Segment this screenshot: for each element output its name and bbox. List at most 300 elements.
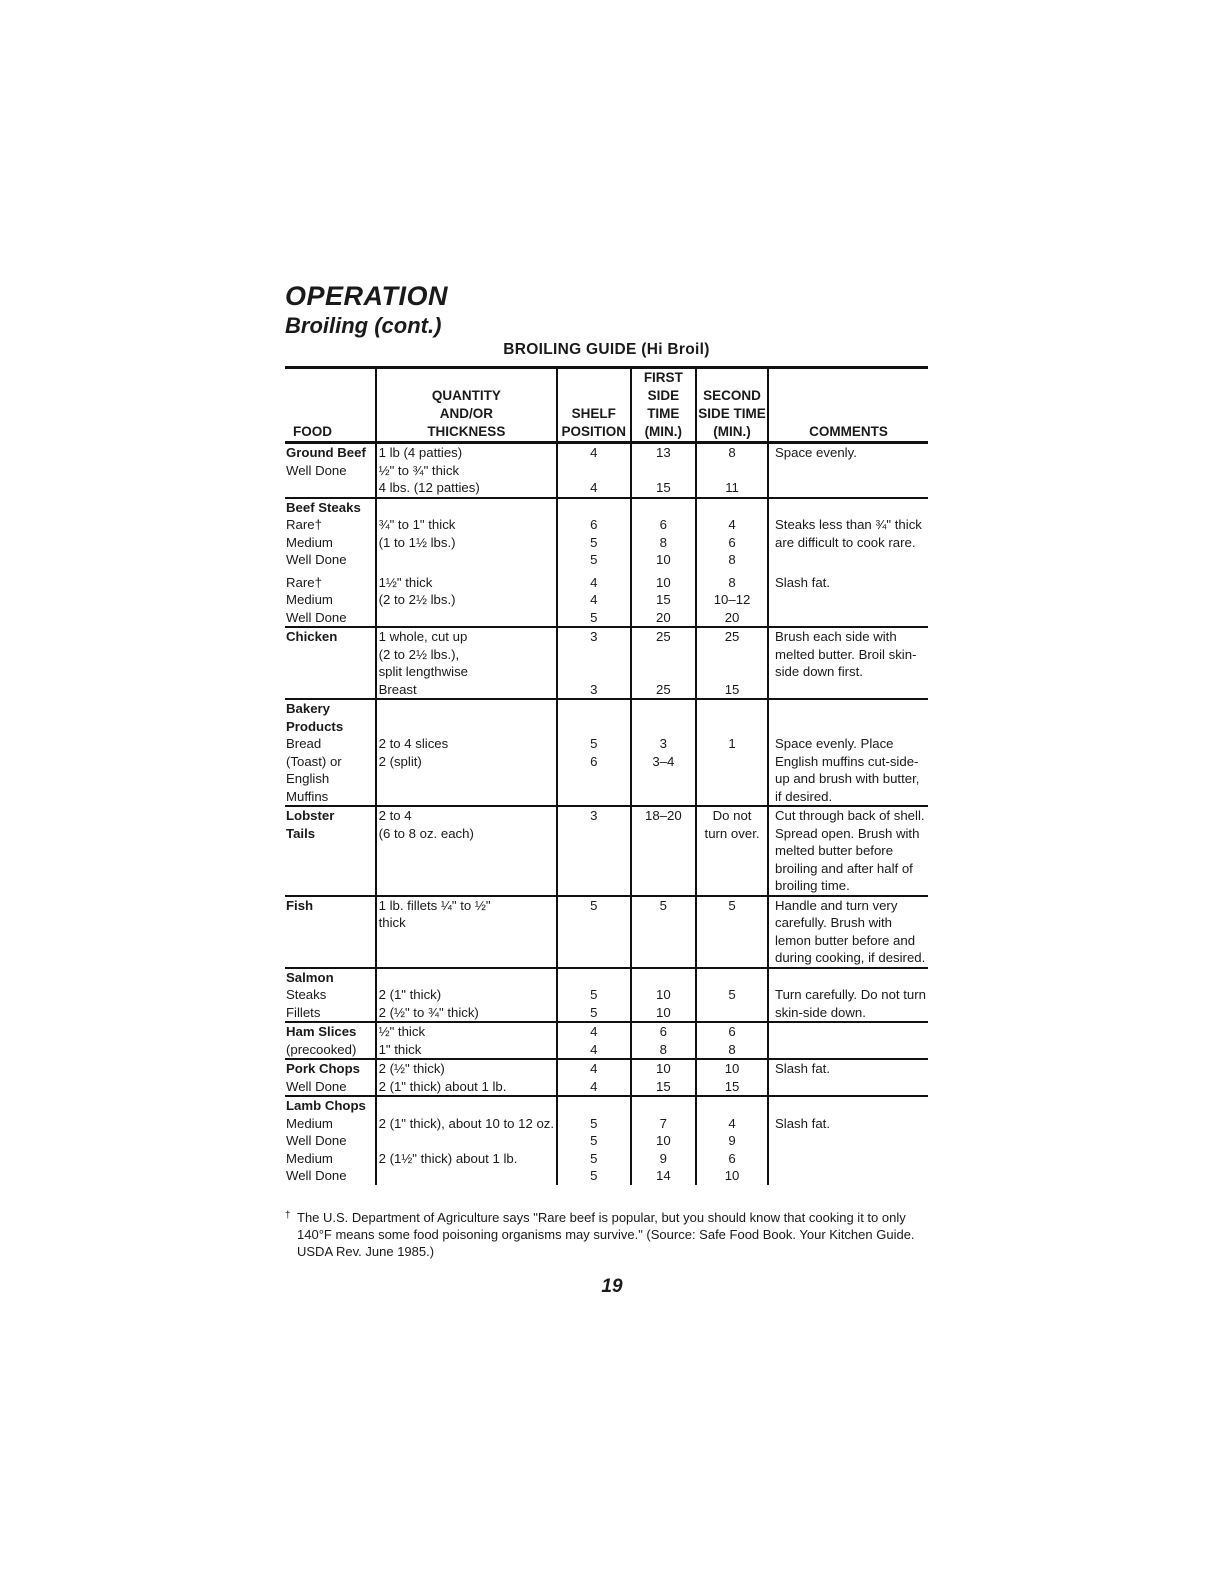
food-cell: Products <box>286 718 344 734</box>
food-cell: Muffins <box>286 788 329 804</box>
food-cell <box>285 479 376 498</box>
food-cell <box>285 681 376 700</box>
comment-cell <box>768 718 928 736</box>
first-side-cell: 5 <box>631 896 697 915</box>
first-side-cell: 10 <box>631 551 697 569</box>
second-side-cell: 5 <box>696 986 768 1004</box>
food-group <box>285 443 928 498</box>
first-side-cell <box>631 949 697 968</box>
second-side-cell: turn over. <box>696 825 768 843</box>
shelf-cell <box>557 860 630 878</box>
quantity-cell <box>376 1132 558 1150</box>
comment-cell: skin-side down. <box>768 1004 928 1023</box>
second-side-cell <box>696 646 768 664</box>
shelf-cell: 5 <box>557 534 630 552</box>
table-row <box>285 968 928 987</box>
second-side-cell <box>696 699 768 718</box>
second-side-cell: 10 <box>696 1059 768 1078</box>
guide-title: BROILING GUIDE (Hi Broil) <box>503 341 710 358</box>
food-group <box>285 498 928 628</box>
shelf-cell <box>557 842 630 860</box>
quantity-cell: thick <box>376 914 558 932</box>
comment-cell <box>768 609 928 628</box>
quantity-cell: 2 to 4 <box>376 806 558 825</box>
quantity-cell <box>376 498 558 517</box>
quantity-cell: 2 (1" thick), about 10 to 12 oz. <box>376 1115 558 1133</box>
food-cell: Salmon <box>286 969 334 985</box>
table-header-row <box>285 368 928 443</box>
comment-cell: are difficult to cook rare. <box>768 534 928 552</box>
shelf-cell: 4 <box>557 574 630 592</box>
quantity-cell <box>376 968 558 987</box>
food-cell <box>285 860 376 878</box>
second-side-cell: 8 <box>696 443 768 462</box>
table-row <box>285 646 928 664</box>
quantity-cell <box>376 1167 558 1185</box>
first-side-cell: 20 <box>631 609 697 628</box>
second-side-cell <box>696 788 768 807</box>
first-side-cell <box>631 646 697 664</box>
shelf-cell <box>557 646 630 664</box>
second-side-cell: 6 <box>696 1150 768 1168</box>
second-side-cell: 4 <box>696 516 768 534</box>
page-number: 19 <box>601 1276 623 1297</box>
table-row <box>285 1078 928 1097</box>
second-side-cell <box>696 968 768 987</box>
food-cell: Bread <box>286 736 322 751</box>
second-side-cell <box>696 770 768 788</box>
comment-cell <box>768 551 928 569</box>
first-side-cell <box>631 877 697 896</box>
second-side-cell: 8 <box>696 574 768 592</box>
shelf-cell <box>557 932 630 950</box>
second-side-cell: 5 <box>696 896 768 915</box>
second-side-cell <box>696 932 768 950</box>
shelf-cell <box>557 877 630 896</box>
quantity-cell <box>376 609 558 628</box>
shelf-cell: 4 <box>557 479 630 498</box>
footnote-marker: † <box>285 1210 291 1221</box>
table-row <box>285 770 928 788</box>
comment-cell <box>768 681 928 700</box>
first-side-cell <box>631 663 697 681</box>
shelf-cell: 3 <box>557 627 630 646</box>
comment-cell <box>768 1078 928 1097</box>
food-cell: Well Done <box>286 609 347 625</box>
table-row <box>285 551 928 569</box>
quantity-cell: 1 lb. fillets ¼" to ½" <box>376 896 558 915</box>
comment-cell: melted butter. Broil skin- <box>768 646 928 664</box>
food-cell <box>285 646 376 664</box>
table-row <box>285 1059 928 1078</box>
table-row <box>285 1004 928 1023</box>
second-side-cell <box>696 462 768 480</box>
food-group <box>285 1059 928 1096</box>
food-cell: Medium <box>286 534 333 550</box>
first-side-cell: 10 <box>631 1059 697 1078</box>
table-row <box>285 1096 928 1115</box>
quantity-cell: ½" to ¾" thick <box>376 462 558 480</box>
food-cell: (Toast) or <box>286 753 342 769</box>
food-cell: Rare† <box>286 574 322 590</box>
shelf-cell: 4 <box>557 443 630 462</box>
first-side-cell <box>631 770 697 788</box>
second-side-cell <box>696 860 768 878</box>
table-row <box>285 699 928 718</box>
first-side-cell: 15 <box>631 479 697 498</box>
food-cell: Fish <box>286 897 314 913</box>
food-cell: Rare† <box>286 517 322 532</box>
second-side-cell <box>696 1096 768 1115</box>
table-row <box>285 1041 928 1060</box>
second-side-cell: 1 <box>696 735 768 753</box>
shelf-cell: 6 <box>557 753 630 771</box>
subsection-title: Broiling (cont.) <box>285 313 442 338</box>
table-row <box>285 574 928 592</box>
section-title: OPERATION <box>285 281 449 311</box>
food-cell: Lamb Chops <box>286 1098 366 1113</box>
shelf-cell: 5 <box>557 986 630 1004</box>
food-cell: Lobster <box>286 808 335 823</box>
table-row <box>285 609 928 628</box>
table-row <box>285 788 928 807</box>
first-side-cell: 15 <box>631 1078 697 1097</box>
comment-cell <box>768 479 928 498</box>
quantity-cell <box>376 718 558 736</box>
comment-cell <box>768 1041 928 1060</box>
first-side-cell: 25 <box>631 627 697 646</box>
first-side-cell: 8 <box>631 534 697 552</box>
food-cell <box>285 914 376 932</box>
first-side-cell: 10 <box>631 1004 697 1023</box>
food-cell <box>285 932 376 950</box>
table-row <box>285 681 928 700</box>
header-shelf: SHELF POSITION <box>557 368 630 443</box>
table-row <box>285 949 928 968</box>
quantity-cell: 2 (1" thick) <box>376 986 558 1004</box>
food-cell <box>285 842 376 860</box>
food-cell <box>285 877 376 896</box>
first-side-cell <box>631 788 697 807</box>
table-row <box>285 534 928 552</box>
shelf-cell <box>557 718 630 736</box>
second-side-cell: 15 <box>696 1078 768 1097</box>
first-side-cell <box>631 498 697 517</box>
header-comments: COMMENTS <box>768 368 928 443</box>
second-side-cell <box>696 498 768 517</box>
food-group <box>285 968 928 1023</box>
first-side-cell: 10 <box>631 1132 697 1150</box>
second-side-cell <box>696 753 768 771</box>
second-side-cell: 10 <box>696 1167 768 1185</box>
second-side-cell: 6 <box>696 1022 768 1041</box>
second-side-cell <box>696 663 768 681</box>
food-cell <box>285 949 376 968</box>
comment-cell <box>768 1096 928 1115</box>
first-side-cell <box>631 932 697 950</box>
table-row <box>285 1150 928 1168</box>
comment-cell: side down first. <box>768 663 928 681</box>
table-row <box>285 877 928 896</box>
broiling-guide-table <box>285 366 928 1185</box>
first-side-cell: 6 <box>631 1022 697 1041</box>
second-side-cell: 6 <box>696 534 768 552</box>
quantity-cell <box>376 842 558 860</box>
shelf-cell <box>557 968 630 987</box>
first-side-cell: 3 <box>631 735 697 753</box>
second-side-cell <box>696 842 768 860</box>
comment-cell <box>768 968 928 987</box>
table-row <box>285 627 928 646</box>
footnote-text: The U.S. Department of Agriculture says "Rare beef is popular, but you should know that cooking it to only 140°F means some food poisoning organisms may survive." (Source: Safe Food Book. Your Kitchen Guide. USDA Rev. June 1985.) <box>297 1210 915 1259</box>
second-side-cell: Do not <box>696 806 768 825</box>
shelf-cell: 5 <box>557 1150 630 1168</box>
second-side-cell: 9 <box>696 1132 768 1150</box>
food-group <box>285 1022 928 1059</box>
food-group <box>285 806 928 896</box>
shelf-cell <box>557 1096 630 1115</box>
second-side-cell: 20 <box>696 609 768 628</box>
shelf-cell: 5 <box>557 1132 630 1150</box>
header-second-side: SECOND SIDE TIME (MIN.) <box>696 368 768 443</box>
quantity-cell <box>376 860 558 878</box>
food-cell: Bakery <box>286 701 330 716</box>
comment-cell: melted butter before <box>768 842 928 860</box>
food-cell: Pork Chops <box>286 1061 361 1076</box>
second-side-cell: 11 <box>696 479 768 498</box>
food-cell: Ham Slices <box>286 1024 357 1039</box>
quantity-cell <box>376 551 558 569</box>
quantity-cell <box>376 788 558 807</box>
first-side-cell: 3–4 <box>631 753 697 771</box>
first-side-cell <box>631 1096 697 1115</box>
food-cell: Tails <box>286 825 316 841</box>
food-cell: Medium <box>286 1150 333 1166</box>
first-side-cell: 25 <box>631 681 697 700</box>
shelf-cell <box>557 949 630 968</box>
second-side-cell <box>696 1004 768 1023</box>
first-side-cell: 8 <box>631 1041 697 1060</box>
first-side-cell <box>631 462 697 480</box>
first-side-cell: 15 <box>631 591 697 609</box>
food-cell: (precooked) <box>286 1041 357 1057</box>
shelf-cell: 5 <box>557 735 630 753</box>
quantity-cell: 4 lbs. (12 patties) <box>376 479 558 498</box>
table-row <box>285 825 928 843</box>
comment-cell: Cut through back of shell. <box>768 806 928 825</box>
food-cell: Well Done <box>286 462 347 478</box>
food-cell: English <box>286 771 330 786</box>
comment-cell <box>768 1132 928 1150</box>
second-side-cell <box>696 914 768 932</box>
second-side-cell <box>696 718 768 736</box>
comment-cell: broiling time. <box>768 877 928 896</box>
comment-cell: Slash fat. <box>768 1059 928 1078</box>
second-side-cell: 4 <box>696 1115 768 1133</box>
shelf-cell: 5 <box>557 1167 630 1185</box>
table-row <box>285 1115 928 1133</box>
food-cell: Steaks <box>286 987 327 1002</box>
comment-cell <box>768 699 928 718</box>
table-row <box>285 860 928 878</box>
first-side-cell: 6 <box>631 516 697 534</box>
food-group <box>285 627 928 699</box>
quantity-cell <box>376 1096 558 1115</box>
first-side-cell <box>631 842 697 860</box>
quantity-cell: 2 (½" thick) <box>376 1059 558 1078</box>
comment-cell <box>768 1022 928 1041</box>
footnote <box>285 1209 928 1260</box>
table-row <box>285 462 928 480</box>
shelf-cell: 6 <box>557 516 630 534</box>
second-side-cell: 10–12 <box>696 591 768 609</box>
comment-cell: Turn carefully. Do not turn <box>768 986 928 1004</box>
first-side-cell <box>631 825 697 843</box>
shelf-cell: 4 <box>557 1041 630 1060</box>
table-row <box>285 842 928 860</box>
shelf-cell: 3 <box>557 681 630 700</box>
first-side-cell: 10 <box>631 574 697 592</box>
second-side-cell: 8 <box>696 1041 768 1060</box>
table-row <box>285 1167 928 1185</box>
comment-cell <box>768 1150 928 1168</box>
table-row <box>285 663 928 681</box>
food-cell: Beef Steaks <box>286 499 361 515</box>
first-side-cell: 13 <box>631 443 697 462</box>
shelf-cell <box>557 663 630 681</box>
comment-cell: Handle and turn very <box>768 896 928 915</box>
comment-cell: Space evenly. Place <box>768 735 928 753</box>
food-cell: Well Done <box>286 1168 347 1183</box>
food-cell: Well Done <box>286 552 347 567</box>
first-side-cell: 10 <box>631 986 697 1004</box>
table-row <box>285 1022 928 1041</box>
food-cell: Well Done <box>286 1078 347 1094</box>
second-side-cell: 15 <box>696 681 768 700</box>
table-row <box>285 498 928 517</box>
shelf-cell <box>557 914 630 932</box>
food-cell: Medium <box>286 1115 333 1131</box>
food-group <box>285 699 928 806</box>
first-side-cell <box>631 914 697 932</box>
quantity-cell: (2 to 2½ lbs.) <box>376 591 558 609</box>
shelf-cell <box>557 699 630 718</box>
comment-cell: Space evenly. <box>768 443 928 462</box>
shelf-cell: 4 <box>557 1022 630 1041</box>
second-side-cell <box>696 949 768 968</box>
quantity-cell: (1 to 1½ lbs.) <box>376 534 558 552</box>
first-side-cell: 9 <box>631 1150 697 1168</box>
quantity-cell <box>376 699 558 718</box>
quantity-cell: (2 to 2½ lbs.), <box>376 646 558 664</box>
comment-cell: broiling and after half of <box>768 860 928 878</box>
table-row <box>285 479 928 498</box>
shelf-cell: 5 <box>557 551 630 569</box>
shelf-cell: 4 <box>557 1078 630 1097</box>
shelf-cell: 4 <box>557 591 630 609</box>
table-row <box>285 806 928 825</box>
food-cell <box>285 663 376 681</box>
second-side-cell <box>696 877 768 896</box>
quantity-cell: split lengthwise <box>376 663 558 681</box>
quantity-cell: 2 (1" thick) about 1 lb. <box>376 1078 558 1097</box>
food-group <box>285 896 928 968</box>
quantity-cell: 2 (½" to ¾" thick) <box>376 1004 558 1023</box>
first-side-cell <box>631 718 697 736</box>
header-quantity: QUANTITY AND/OR THICKNESS <box>376 368 558 443</box>
comment-cell: Slash fat. <box>768 1115 928 1133</box>
shelf-cell: 4 <box>557 1059 630 1078</box>
first-side-cell <box>631 968 697 987</box>
food-cell: Fillets <box>286 1004 321 1020</box>
quantity-cell: 1½" thick <box>376 574 558 592</box>
header-first-side: FIRST SIDE TIME (MIN.) <box>631 368 697 443</box>
comment-cell <box>768 462 928 480</box>
food-cell: Ground Beef <box>286 445 366 460</box>
comment-cell: lemon butter before and <box>768 932 928 950</box>
shelf-cell <box>557 498 630 517</box>
comment-cell: Steaks less than ¾" thick <box>768 516 928 534</box>
quantity-cell: 1" thick <box>376 1041 558 1060</box>
table-row <box>285 753 928 771</box>
second-side-cell: 25 <box>696 627 768 646</box>
shelf-cell <box>557 825 630 843</box>
quantity-cell: 2 (split) <box>376 753 558 771</box>
comment-cell <box>768 591 928 609</box>
second-side-cell: 8 <box>696 551 768 569</box>
comment-cell: carefully. Brush with <box>768 914 928 932</box>
food-group <box>285 1096 928 1185</box>
shelf-cell: 5 <box>557 609 630 628</box>
table-row <box>285 443 928 462</box>
quantity-cell <box>376 877 558 896</box>
quantity-cell: 1 lb (4 patties) <box>376 443 558 462</box>
quantity-cell: 2 (1½" thick) about 1 lb. <box>376 1150 558 1168</box>
shelf-cell <box>557 788 630 807</box>
table-row <box>285 591 928 609</box>
first-side-cell: 7 <box>631 1115 697 1133</box>
comment-cell: during cooking, if desired. <box>768 949 928 968</box>
shelf-cell <box>557 770 630 788</box>
table-row <box>285 516 928 534</box>
table-row <box>285 932 928 950</box>
comment-cell: up and brush with butter, <box>768 770 928 788</box>
comment-cell <box>768 1167 928 1185</box>
quantity-cell <box>376 770 558 788</box>
quantity-cell <box>376 932 558 950</box>
table-row <box>285 896 928 915</box>
quantity-cell: ¾" to 1" thick <box>376 516 558 534</box>
comment-cell: Spread open. Brush with <box>768 825 928 843</box>
table-row <box>285 914 928 932</box>
comment-cell: Brush each side with <box>768 627 928 646</box>
table-row <box>285 735 928 753</box>
table-row <box>285 986 928 1004</box>
shelf-cell: 3 <box>557 806 630 825</box>
first-side-cell: 14 <box>631 1167 697 1185</box>
quantity-cell: ½" thick <box>376 1022 558 1041</box>
food-cell: Well Done <box>286 1133 347 1148</box>
comment-cell: English muffins cut-side- <box>768 753 928 771</box>
quantity-cell <box>376 949 558 968</box>
table-row <box>285 1132 928 1150</box>
shelf-cell: 5 <box>557 1004 630 1023</box>
comment-cell: Slash fat. <box>768 574 928 592</box>
food-cell: Medium <box>286 592 333 607</box>
header-food: FOOD <box>285 368 376 443</box>
shelf-cell: 5 <box>557 896 630 915</box>
comment-cell: if desired. <box>768 788 928 807</box>
